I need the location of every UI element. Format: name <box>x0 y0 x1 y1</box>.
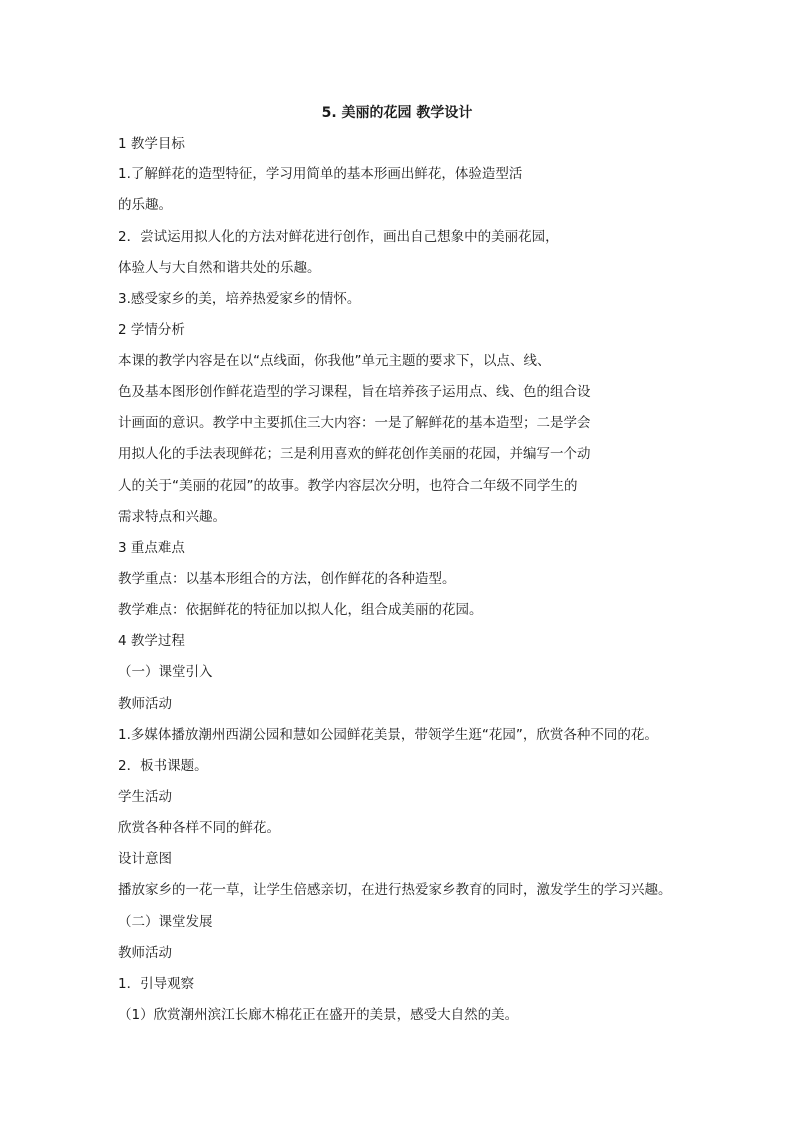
subsection-heading: 教师活动 <box>118 945 172 961</box>
subsection-heading: 设计意图 <box>118 851 172 867</box>
subsection-heading: 学生活动 <box>118 789 172 805</box>
paragraph-line: 3.感受家乡的美，培养热爱家乡的情怀。 <box>118 291 361 307</box>
paragraph-line: 1.了解鲜花的造型特征，学习用简单的基本形画出鲜花，体验造型活 <box>118 166 523 182</box>
subsection-heading: 教师活动 <box>118 696 172 712</box>
paragraph-line: 的乐趣。 <box>118 197 172 213</box>
paragraph-line: 用拟人化的手法表现鲜花；三是利用喜欢的鲜花创作美丽的花园，并编写一个动 <box>118 446 591 462</box>
section-heading-key-points: 3 重点难点 <box>118 540 185 556</box>
paragraph-line: 2．尝试运用拟人化的方法对鲜花进行创作，画出自己想象中的美丽花园， <box>118 229 559 245</box>
paragraph-line: 本课的教学内容是在以“点线面，你我他”单元主题的要求下，以点、线、 <box>118 353 551 369</box>
section-heading-teaching-process: 4 教学过程 <box>118 633 185 649</box>
subsection-heading: （二）课堂发展 <box>118 914 213 930</box>
subsection-heading: （一）课堂引入 <box>118 664 213 680</box>
paragraph-line: 播放家乡的一花一草，让学生倍感亲切，在进行热爱家乡教育的同时，激发学生的学习兴趣。 <box>118 882 672 898</box>
paragraph-line: （1）欣赏潮州滨江长廊木棉花正在盛开的美景，感受大自然的美。 <box>118 1007 519 1023</box>
paragraph-line: 教学难点：依据鲜花的特征加以拟人化，组合成美丽的花园。 <box>118 602 483 618</box>
paragraph-line: 计画面的意识。教学中主要抓住三大内容：一是了解鲜花的基本造型；二是学会 <box>118 415 591 431</box>
paragraph-line: 教学重点：以基本形组合的方法，创作鲜花的各种造型。 <box>118 571 456 587</box>
paragraph-line: 1.多媒体播放潮州西湖公园和慧如公园鲜花美景，带领学生逛“花园”，欣赏各种不同的花。 <box>118 727 658 743</box>
paragraph-line: 1．引导观察 <box>118 976 195 992</box>
section-heading-student-analysis: 2 学情分析 <box>118 322 185 338</box>
section-heading-teaching-goals: 1 教学目标 <box>118 136 185 152</box>
paragraph-line: 欣赏各种各样不同的鲜花。 <box>118 820 280 836</box>
paragraph-line: 体验人与大自然和谐共处的乐趣。 <box>118 260 321 276</box>
paragraph-line: 色及基本图形创作鲜花造型的学习课程，旨在培养孩子运用点、线、色的组合设 <box>118 384 591 400</box>
paragraph-line: 需求特点和兴趣。 <box>118 509 226 525</box>
paragraph-line: 人的关于“美丽的花园”的故事。教学内容层次分明，也符合二年级不同学生的 <box>118 478 578 494</box>
paragraph-line: 2．板书课题。 <box>118 758 208 774</box>
document-title: 5. 美丽的花园 教学设计 <box>321 105 473 121</box>
